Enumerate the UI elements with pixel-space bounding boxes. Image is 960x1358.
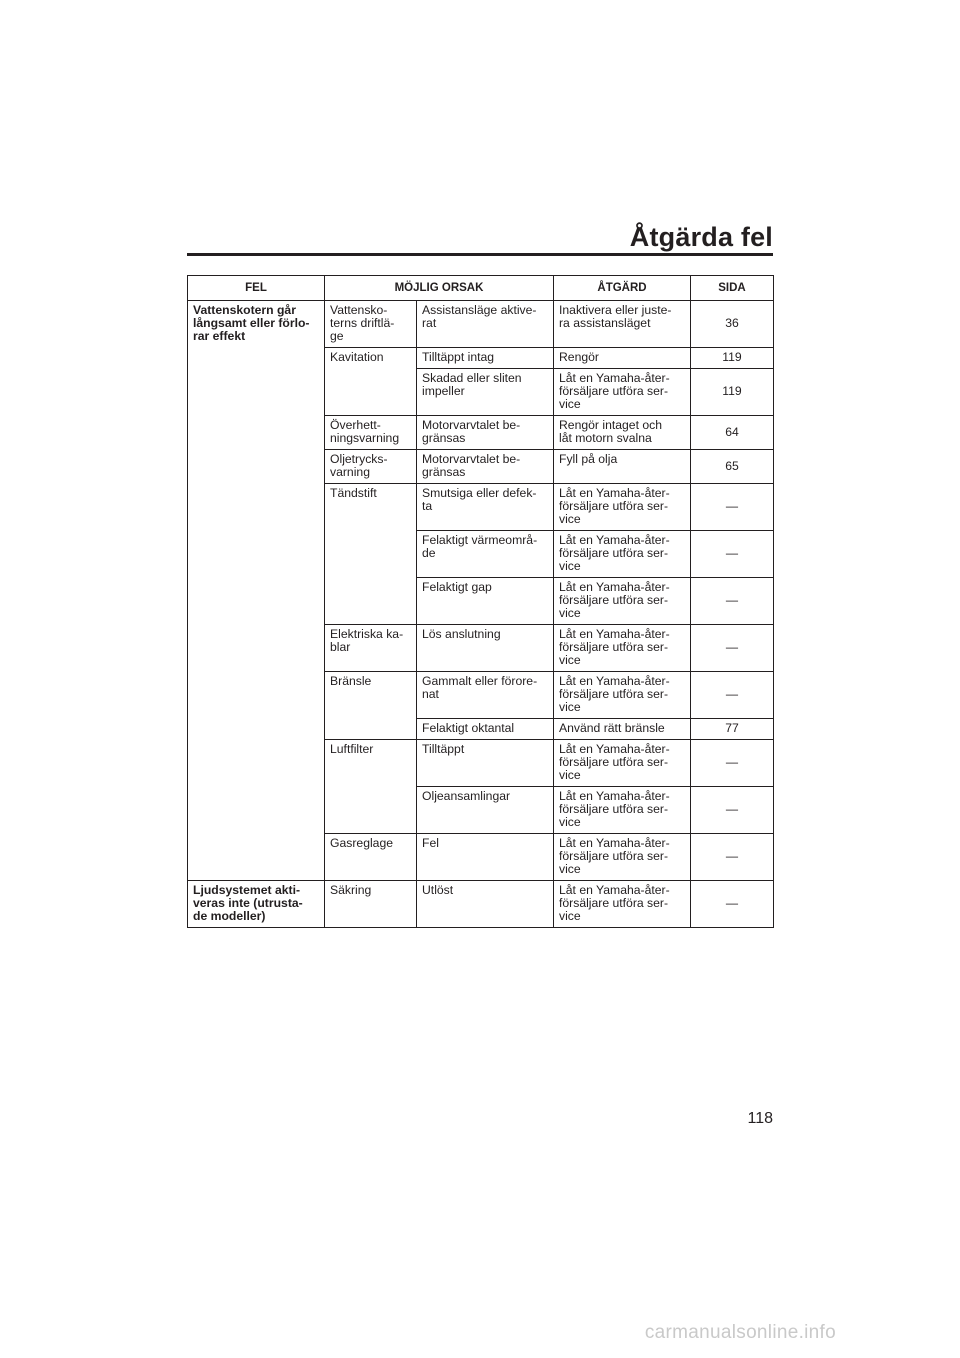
fel-cell-cont bbox=[188, 416, 325, 450]
orsak-text: Gasreglage bbox=[330, 836, 394, 850]
page-ref: 119 bbox=[691, 369, 774, 416]
action-text: Låt en Yamaha-åter- försäljare utföra ser- vice bbox=[559, 533, 670, 573]
page-ref: 77 bbox=[691, 719, 774, 740]
action-cell bbox=[554, 625, 691, 672]
page-ref: — bbox=[691, 672, 774, 719]
fel-cell-cont bbox=[188, 740, 325, 787]
orsak-cell bbox=[325, 672, 417, 719]
action-cell bbox=[554, 416, 691, 450]
action-cell bbox=[554, 301, 691, 348]
table-row bbox=[188, 672, 774, 719]
action-text: Inaktivera eller juste- ra assistansläget bbox=[559, 303, 672, 330]
page-ref: — bbox=[691, 834, 774, 881]
detail-cell bbox=[417, 881, 554, 928]
page-ref: — bbox=[691, 531, 774, 578]
table-row bbox=[188, 834, 774, 881]
detail-cell bbox=[417, 834, 554, 881]
action-cell bbox=[554, 834, 691, 881]
detail-cell bbox=[417, 301, 554, 348]
col-header-sida: SIDA bbox=[691, 276, 774, 301]
col-header-atgard: ÅTGÄRD bbox=[554, 276, 691, 301]
orsak-text: Överhett- ningsvarning bbox=[330, 418, 400, 445]
fel-cell-cont bbox=[188, 625, 325, 672]
action-text: Låt en Yamaha-åter- försäljare utföra ser- vice bbox=[559, 883, 670, 923]
fel-cell-cont bbox=[188, 450, 325, 484]
detail-cell bbox=[417, 416, 554, 450]
table-header-row bbox=[188, 276, 774, 301]
detail-cell bbox=[417, 787, 554, 834]
fel-cell-cont bbox=[188, 672, 325, 719]
action-cell bbox=[554, 672, 691, 719]
orsak-cell bbox=[325, 834, 417, 881]
page-ref: — bbox=[691, 578, 774, 625]
action-text: Rengör bbox=[559, 350, 599, 364]
action-cell bbox=[554, 881, 691, 928]
action-cell bbox=[554, 348, 691, 369]
orsak-cell bbox=[325, 348, 417, 369]
fel-cell-cont bbox=[188, 719, 325, 740]
page-title: Åtgärda fel bbox=[629, 222, 773, 252]
fel-cell bbox=[188, 881, 325, 928]
orsak-cell-cont bbox=[325, 719, 417, 740]
orsak-cell bbox=[325, 484, 417, 531]
troubleshooting-table bbox=[187, 275, 774, 928]
page-ref: 64 bbox=[691, 416, 774, 450]
detail-text: Motorvarvtalet be- gränsas bbox=[422, 418, 521, 445]
page-ref: — bbox=[691, 484, 774, 531]
fel-cell-cont bbox=[188, 484, 325, 531]
table-row bbox=[188, 301, 774, 348]
page-ref: — bbox=[691, 625, 774, 672]
col-header-orsak: MÖJLIG ORSAK bbox=[325, 276, 554, 301]
table-row bbox=[188, 625, 774, 672]
fel-cell-cont bbox=[188, 531, 325, 578]
action-cell bbox=[554, 578, 691, 625]
table-row bbox=[188, 450, 774, 484]
action-text: Rengör intaget och låt motorn svalna bbox=[559, 418, 662, 445]
orsak-text: Tändstift bbox=[330, 486, 377, 500]
action-cell bbox=[554, 369, 691, 416]
orsak-text: Oljetrycks- varning bbox=[330, 452, 388, 479]
orsak-cell-cont bbox=[325, 531, 417, 578]
action-cell bbox=[554, 740, 691, 787]
fel-cell-cont bbox=[188, 369, 325, 416]
orsak-cell bbox=[325, 625, 417, 672]
detail-text: Oljeansamlingar bbox=[422, 789, 511, 803]
action-text: Använd rätt bränsle bbox=[559, 721, 665, 735]
table-row bbox=[188, 787, 774, 834]
orsak-cell bbox=[325, 740, 417, 787]
action-text: Låt en Yamaha-åter- försäljare utföra ser- vice bbox=[559, 836, 670, 876]
detail-cell bbox=[417, 484, 554, 531]
detail-cell bbox=[417, 348, 554, 369]
action-text: Fyll på olja bbox=[559, 452, 618, 466]
orsak-text: Elektriska ka- blar bbox=[330, 627, 404, 654]
orsak-cell bbox=[325, 881, 417, 928]
action-cell bbox=[554, 719, 691, 740]
action-cell bbox=[554, 787, 691, 834]
detail-cell bbox=[417, 531, 554, 578]
orsak-text: Vattensko- terns driftlä- ge bbox=[330, 303, 395, 343]
table-row bbox=[188, 484, 774, 531]
detail-text: Tilltäppt intag bbox=[422, 350, 495, 364]
page-ref: 36 bbox=[691, 301, 774, 348]
fel-cell-cont bbox=[188, 578, 325, 625]
action-text: Låt en Yamaha-åter- försäljare utföra ser- vice bbox=[559, 627, 670, 667]
table-row bbox=[188, 881, 774, 928]
detail-text: Assistansläge aktive- rat bbox=[422, 303, 537, 330]
watermark: carmanualsonline.info bbox=[644, 1322, 836, 1343]
table-row bbox=[188, 719, 774, 740]
detail-text: Felaktigt oktantal bbox=[422, 721, 515, 735]
detail-cell bbox=[417, 369, 554, 416]
action-text: Låt en Yamaha-åter- försäljare utföra ser- vice bbox=[559, 789, 670, 829]
orsak-cell bbox=[325, 450, 417, 484]
action-text: Låt en Yamaha-åter- försäljare utföra ser- vice bbox=[559, 371, 670, 411]
action-text: Låt en Yamaha-åter- försäljare utföra ser- vice bbox=[559, 742, 670, 782]
detail-text: Smutsiga eller defek- ta bbox=[422, 486, 537, 513]
page-ref: 119 bbox=[691, 348, 774, 369]
action-text: Låt en Yamaha-åter- försäljare utföra ser- vice bbox=[559, 580, 670, 620]
orsak-text: Bränsle bbox=[330, 674, 372, 688]
action-cell bbox=[554, 450, 691, 484]
page-ref: 65 bbox=[691, 450, 774, 484]
table-row bbox=[188, 369, 774, 416]
table-row bbox=[188, 578, 774, 625]
orsak-cell-cont bbox=[325, 369, 417, 416]
fel-cell-cont bbox=[188, 348, 325, 369]
fel-text: Vattenskotern går långsamt eller förlo- rar effekt bbox=[193, 303, 310, 343]
orsak-text: Kavitation bbox=[330, 350, 384, 364]
detail-text: Fel bbox=[422, 836, 439, 850]
orsak-text: Luftfilter bbox=[330, 742, 374, 756]
detail-cell bbox=[417, 672, 554, 719]
detail-text: Skadad eller sliten impeller bbox=[422, 371, 522, 398]
title-rule bbox=[187, 253, 773, 256]
detail-cell bbox=[417, 450, 554, 484]
page-number: 118 bbox=[747, 1110, 773, 1127]
action-cell bbox=[554, 531, 691, 578]
col-header-fel: FEL bbox=[188, 276, 325, 301]
action-text: Låt en Yamaha-åter- försäljare utföra ser- vice bbox=[559, 674, 670, 714]
detail-text: Utlöst bbox=[422, 883, 454, 897]
fel-cell-cont bbox=[188, 787, 325, 834]
detail-text: Felaktigt gap bbox=[422, 580, 492, 594]
detail-text: Felaktigt värmeområ- de bbox=[422, 533, 538, 560]
action-cell bbox=[554, 484, 691, 531]
orsak-cell-cont bbox=[325, 787, 417, 834]
detail-text: Motorvarvtalet be- gränsas bbox=[422, 452, 521, 479]
detail-text: Lös anslutning bbox=[422, 627, 501, 641]
fel-cell bbox=[188, 301, 325, 348]
table-row bbox=[188, 416, 774, 450]
detail-cell bbox=[417, 625, 554, 672]
fel-cell-cont bbox=[188, 834, 325, 881]
action-text: Låt en Yamaha-åter- försäljare utföra ser- vice bbox=[559, 486, 670, 526]
orsak-cell-cont bbox=[325, 578, 417, 625]
orsak-cell bbox=[325, 301, 417, 348]
detail-cell bbox=[417, 740, 554, 787]
page-ref: — bbox=[691, 881, 774, 928]
detail-cell bbox=[417, 578, 554, 625]
detail-text: Tilltäppt bbox=[422, 742, 465, 756]
table-row bbox=[188, 348, 774, 369]
page-ref: — bbox=[691, 787, 774, 834]
page-ref: — bbox=[691, 740, 774, 787]
orsak-cell bbox=[325, 416, 417, 450]
orsak-text: Säkring bbox=[330, 883, 372, 897]
table-row bbox=[188, 740, 774, 787]
detail-text: Gammalt eller förore- nat bbox=[422, 674, 538, 701]
table-row bbox=[188, 531, 774, 578]
detail-cell bbox=[417, 719, 554, 740]
fel-text: Ljudsystemet akti- veras inte (utrusta- de modeller) bbox=[193, 883, 303, 923]
